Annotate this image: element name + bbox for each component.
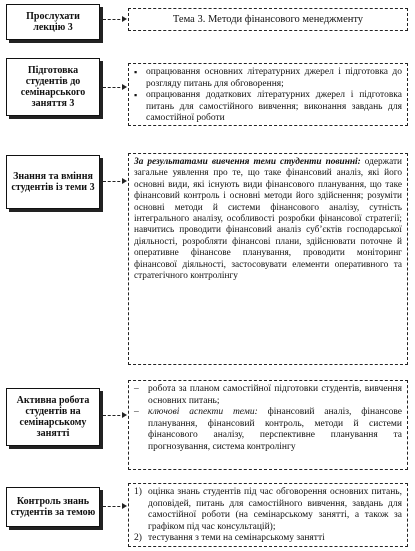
- control-list: [134, 487, 402, 545]
- control-content: [128, 483, 408, 547]
- arrow-1: [103, 19, 125, 20]
- key-aspects-text: фінансовий аналіз, фінансове планування, фінансовий контроль, методи й системи фінансового аналізу, перспективне планування та прогнозування, система контролінгу: [148, 407, 402, 452]
- item-text: оцінка знань студентів під час обговорення основних питань, доповідей, питань для самостійного вивчення, завдань для самостійної роботи (на семінарському занятті, а також за графіком під час консультацій);: [148, 487, 402, 532]
- key-aspects-label: ключові аспекти теми:: [148, 407, 258, 417]
- arrow-4: [103, 415, 125, 416]
- control-box: [6, 487, 100, 527]
- control-box-label: Контроль знань студентів за темою: [10, 496, 96, 518]
- arrow-2: [103, 87, 125, 88]
- lecture-box: [6, 4, 100, 40]
- topic-title: Тема 3. Методи фінансового менеджменту: [172, 14, 364, 25]
- preparation-list: [134, 67, 402, 125]
- knowledge-body: одержати загальне уявлення про те, що таке фінансовий аналіз, які його основні види, які існують види фінансового планування, що таке фінансовий контроль і основні методи його здійснення; розуміти основні методи й системи фінансового аналізу, сутність інтегрального аналізу, особливості розробки фінансової стратегії; навчитись проводити фінансовий аналіз суб’єктів господарської діяльності, розробляти фінансові плани, здійснювати поточне й оперативне фінансове планування, проводити моніторинг фінансової діяльності, застосовувати елементи оперативного та стратегічного контролінгу: [134, 157, 402, 282]
- active-work-list: [134, 384, 402, 453]
- preparation-box-label: Підготовка студентів до семінарського заняття 3: [20, 65, 86, 109]
- knowledge-box: [6, 155, 100, 209]
- item-text: тестування з теми на семінарському занятті: [148, 533, 325, 543]
- item-number: 2): [134, 533, 142, 543]
- lecture-box-label: Прослухати лекцію 3: [26, 11, 80, 33]
- preparation-content: [128, 63, 408, 126]
- active-work-box: [6, 388, 100, 446]
- knowledge-content: [128, 153, 408, 365]
- list-item: [134, 487, 402, 533]
- active-work-content: [128, 380, 408, 470]
- list-item: ▪ опрацювання основних літературних джерел і підготовка до розгляду питань для обговорення;: [134, 67, 402, 90]
- arrow-5: [103, 506, 125, 507]
- active-work-box-label: Активна робота студентів на семінарському занятті: [16, 395, 90, 439]
- arrow-3: [103, 181, 125, 182]
- list-item: [134, 407, 402, 453]
- topic-box: [128, 8, 408, 31]
- preparation-box: [6, 58, 100, 116]
- knowledge-box-label: Знання та вміння студентів із теми 3: [11, 171, 95, 193]
- item-number: 1): [134, 487, 142, 497]
- list-item: – робота за планом самостійної підготовки студентів, вивчення основних питань;: [134, 384, 402, 407]
- knowledge-intro: За результатами вивчення теми студенти повинні:: [134, 157, 361, 167]
- list-item: ▪ опрацювання додаткових літературних джерел і підготовка питань для самостійного вивчення; виконання завдань для самостійної роботи: [134, 90, 402, 125]
- list-item: [134, 533, 402, 545]
